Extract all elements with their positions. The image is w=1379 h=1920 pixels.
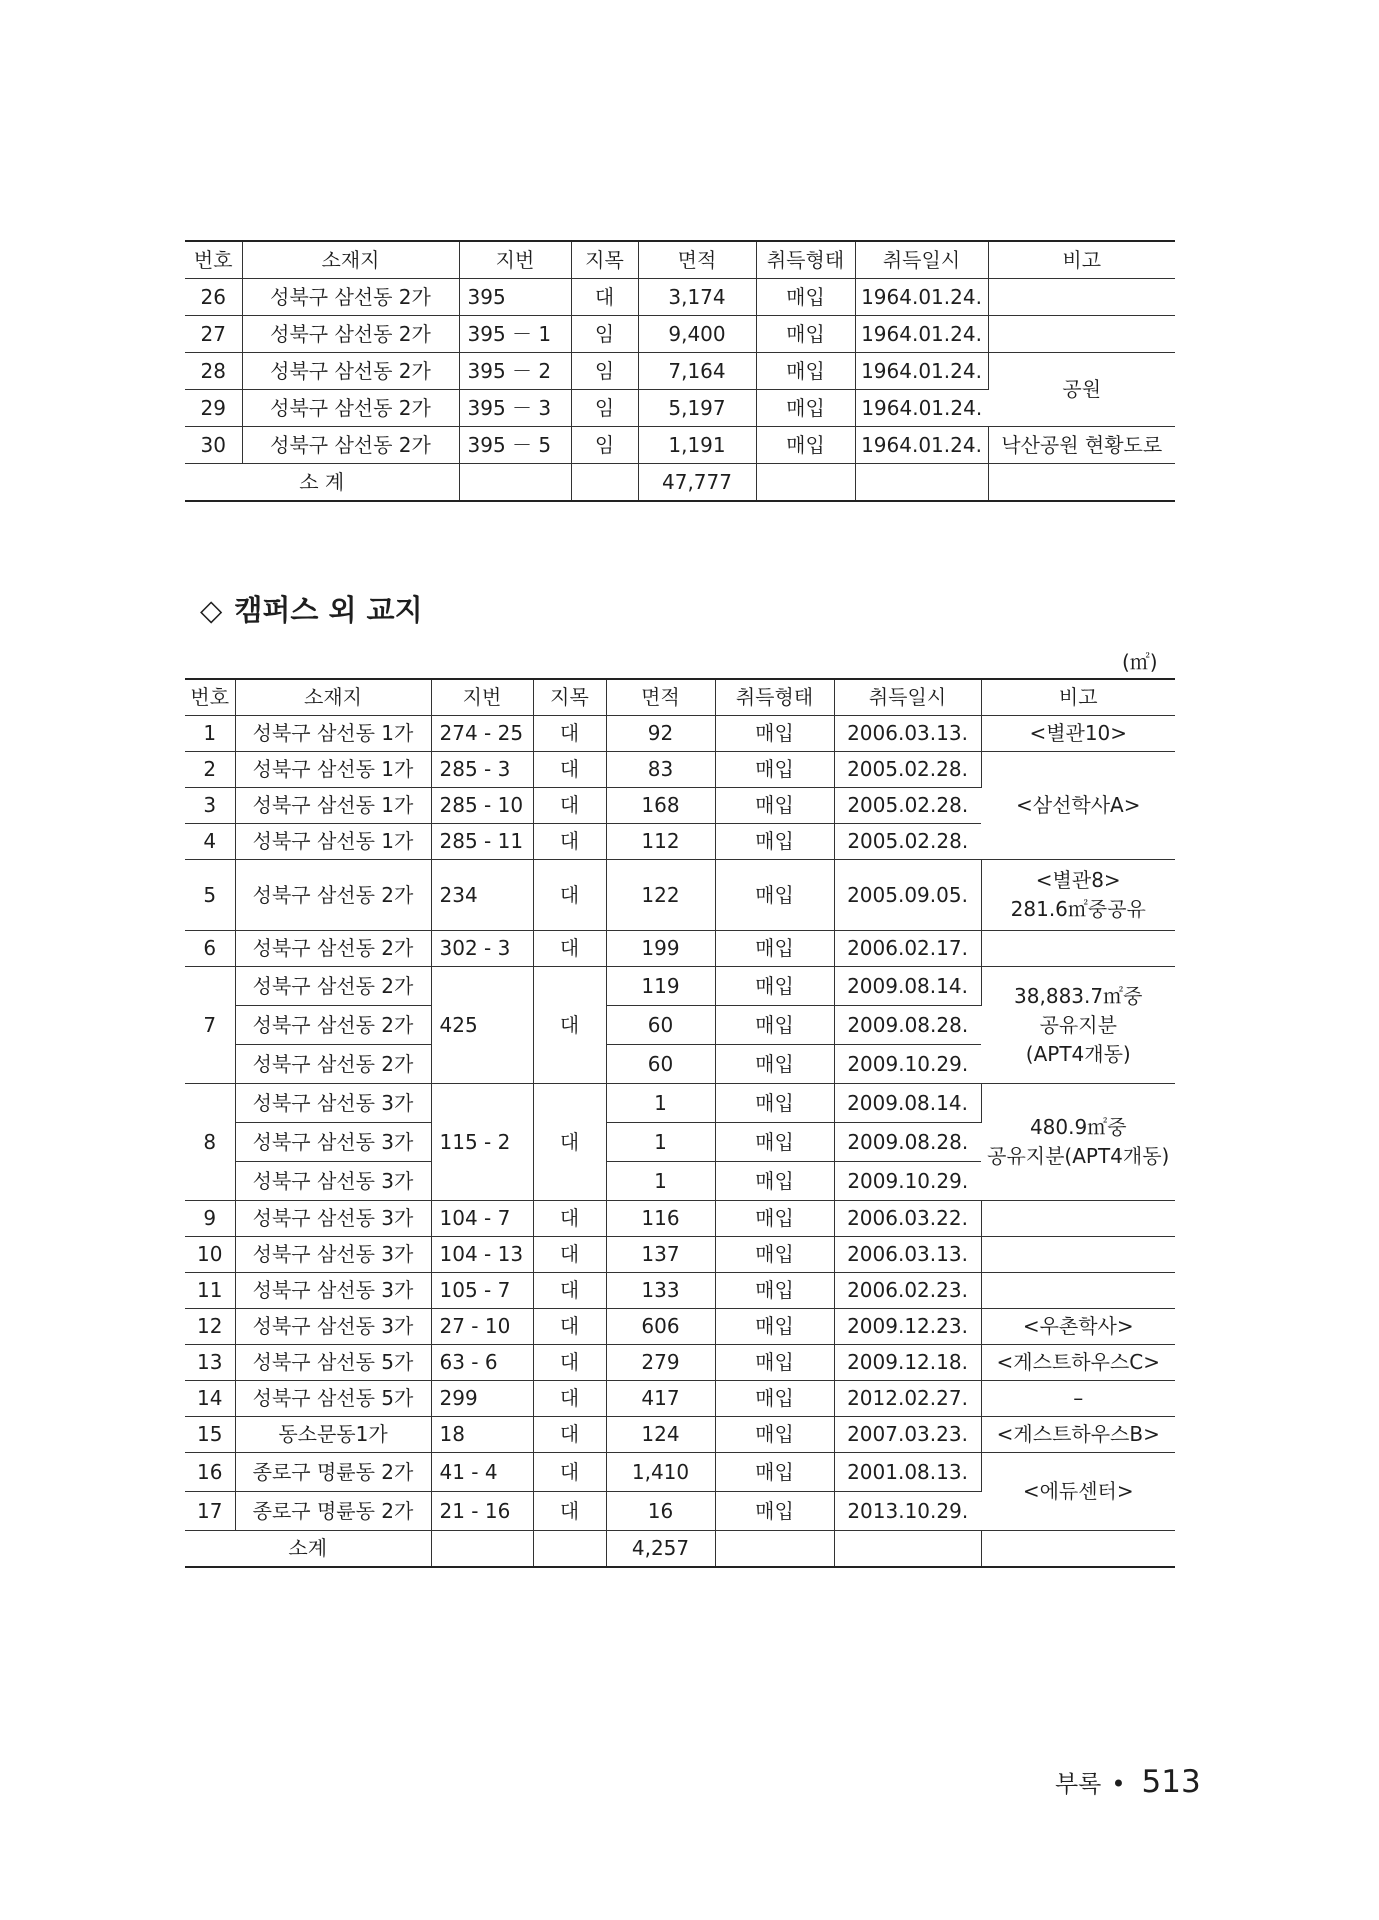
area-cell: 60 <box>606 1045 715 1084</box>
lot-number-cell: 104 - 7 <box>431 1201 533 1237</box>
header-cell: 취득일시 <box>834 679 981 716</box>
area-cell: 168 <box>606 788 715 824</box>
note-line: 공유지분 <box>1039 1012 1117 1037</box>
area-cell: 83 <box>606 752 715 788</box>
area-cell: 9,400 <box>638 316 756 353</box>
acquisition-date-cell: 2009.12.18. <box>834 1345 981 1381</box>
area-cell: 1 <box>606 1162 715 1201</box>
area-cell: 124 <box>606 1417 715 1453</box>
header-cell: 지목 <box>571 241 638 279</box>
land-category-cell: 임 <box>571 390 638 427</box>
unit-label: (㎡) <box>1122 650 1158 674</box>
header-cell: 면적 <box>606 679 715 716</box>
acquisition-type-cell: 매입 <box>715 860 834 931</box>
row-number: 6 <box>185 931 235 967</box>
note-cell <box>981 931 1175 967</box>
empty-cell <box>459 464 571 502</box>
area-cell: 112 <box>606 824 715 860</box>
acquisition-date-cell: 2009.10.29. <box>834 1162 981 1201</box>
location-cell: 성북구 삼선동 2가 <box>242 316 459 353</box>
row-number: 3 <box>185 788 235 824</box>
acquisition-type-cell: 매입 <box>756 316 855 353</box>
table-row <box>185 1345 1175 1381</box>
table-row <box>185 1417 1175 1453</box>
location-cell: 성북구 삼선동 3가 <box>235 1123 431 1162</box>
lot-number-cell: 285 - 11 <box>431 824 533 860</box>
empty-cell <box>855 464 988 502</box>
subtotal-label: 소 계 <box>185 464 459 502</box>
row-number: 8 <box>185 1084 235 1201</box>
row-number: 5 <box>185 860 235 931</box>
note-cell: 공원 <box>988 353 1175 427</box>
acquisition-date-cell: 2009.08.14. <box>834 1084 981 1123</box>
subtotal-row <box>185 464 1175 502</box>
location-cell: 성북구 삼선동 1가 <box>235 788 431 824</box>
location-cell: 성북구 삼선동 5가 <box>235 1345 431 1381</box>
location-cell: 성북구 삼선동 3가 <box>235 1201 431 1237</box>
land-category-cell: 임 <box>571 427 638 464</box>
acquisition-date-cell: 2013.10.29. <box>834 1492 981 1531</box>
acquisition-type-cell: 매입 <box>715 1273 834 1309</box>
acquisition-type-cell: 매입 <box>715 1123 834 1162</box>
table-row <box>185 316 1175 353</box>
land-category-cell: 임 <box>571 316 638 353</box>
acquisition-type-cell: 매입 <box>715 788 834 824</box>
row-number: 4 <box>185 824 235 860</box>
lot-number-cell: 105 - 7 <box>431 1273 533 1309</box>
land-category-cell: 대 <box>533 1453 606 1492</box>
area-cell: 3,174 <box>638 279 756 316</box>
lot-number-cell: 285 - 10 <box>431 788 533 824</box>
location-cell: 성북구 삼선동 2가 <box>235 860 431 931</box>
header-cell: 번호 <box>185 241 242 279</box>
header-cell: 비고 <box>981 679 1175 716</box>
location-cell: 성북구 삼선동 3가 <box>235 1309 431 1345</box>
header-cell: 소재지 <box>242 241 459 279</box>
acquisition-type-cell: 매입 <box>715 716 834 752</box>
row-number: 11 <box>185 1273 235 1309</box>
land-category-cell: 대 <box>533 752 606 788</box>
location-cell: 성북구 삼선동 2가 <box>242 427 459 464</box>
row-number: 17 <box>185 1492 235 1531</box>
note-line: 480.9㎡중 <box>1029 1115 1127 1139</box>
location-cell: 성북구 삼선동 2가 <box>242 279 459 316</box>
land-category-cell: 대 <box>533 860 606 931</box>
area-cell: 1 <box>606 1084 715 1123</box>
land-category-cell: 대 <box>533 1201 606 1237</box>
acquisition-type-cell: 매입 <box>715 1045 834 1084</box>
diamond-icon: ◇ <box>200 593 223 627</box>
location-cell: 성북구 삼선동 2가 <box>235 931 431 967</box>
subtotal-row <box>185 1531 1175 1568</box>
acquisition-date-cell: 2012.02.27. <box>834 1381 981 1417</box>
lot-number-cell: 395 <box>459 279 571 316</box>
acquisition-date-cell: 1964.01.24. <box>855 316 988 353</box>
area-cell: 7,164 <box>638 353 756 390</box>
land-category-cell: 대 <box>533 967 606 1084</box>
table-row <box>185 427 1175 464</box>
land-category-cell: 대 <box>533 1237 606 1273</box>
empty-cell <box>571 464 638 502</box>
lot-number-cell: 285 - 3 <box>431 752 533 788</box>
location-cell: 동소문동1가 <box>235 1417 431 1453</box>
row-number: 7 <box>185 967 235 1084</box>
table-row <box>185 1381 1175 1417</box>
acquisition-date-cell: 2006.02.23. <box>834 1273 981 1309</box>
acquisition-date-cell: 2005.09.05. <box>834 860 981 931</box>
lot-number-cell: 395 － 3 <box>459 390 571 427</box>
table-row <box>185 716 1175 752</box>
acquisition-type-cell: 매입 <box>715 967 834 1006</box>
location-cell: 성북구 삼선동 2가 <box>242 353 459 390</box>
area-cell: 133 <box>606 1273 715 1309</box>
acquisition-type-cell: 매입 <box>715 1006 834 1045</box>
note-cell: 낙산공원 현황도로 <box>988 427 1175 464</box>
lot-number-cell: 104 - 13 <box>431 1237 533 1273</box>
header-cell: 취득형태 <box>715 679 834 716</box>
header-cell: 지번 <box>431 679 533 716</box>
table-row <box>185 353 1175 390</box>
acquisition-type-cell: 매입 <box>715 1237 834 1273</box>
table-row <box>185 279 1175 316</box>
header-cell: 소재지 <box>235 679 431 716</box>
acquisition-type-cell: 매입 <box>715 931 834 967</box>
row-number: 15 <box>185 1417 235 1453</box>
subtotal-label: 소계 <box>185 1531 431 1568</box>
empty-cell <box>981 1531 1175 1568</box>
acquisition-type-cell: 매입 <box>715 1453 834 1492</box>
land-category-cell: 대 <box>533 931 606 967</box>
acquisition-type-cell: 매입 <box>715 1345 834 1381</box>
acquisition-date-cell: 2006.03.13. <box>834 716 981 752</box>
acquisition-date-cell: 1964.01.24. <box>855 390 988 427</box>
footer-label: 부록 <box>1055 1770 1102 1798</box>
acquisition-date-cell: 2006.03.22. <box>834 1201 981 1237</box>
note-cell: <우촌학사> <box>981 1309 1175 1345</box>
note-line: <별관8> <box>1035 868 1121 892</box>
note-cell: <게스트하우스B> <box>981 1417 1175 1453</box>
acquisition-date-cell: 2005.02.28. <box>834 752 981 788</box>
area-cell: 16 <box>606 1492 715 1531</box>
land-category-cell: 대 <box>571 279 638 316</box>
table-row <box>185 752 1175 788</box>
location-cell: 성북구 삼선동 1가 <box>235 716 431 752</box>
acquisition-type-cell: 매입 <box>715 1381 834 1417</box>
area-cell: 122 <box>606 860 715 931</box>
land-category-cell: 대 <box>533 1345 606 1381</box>
lot-number-cell: 395 － 1 <box>459 316 571 353</box>
header-cell: 지목 <box>533 679 606 716</box>
acquisition-type-cell: 매입 <box>715 752 834 788</box>
location-cell: 성북구 삼선동 2가 <box>235 967 431 1006</box>
land-table-2 <box>185 678 1175 1568</box>
empty-cell <box>756 464 855 502</box>
header-cell: 취득형태 <box>756 241 855 279</box>
acquisition-type-cell: 매입 <box>756 353 855 390</box>
empty-cell <box>533 1531 606 1568</box>
lot-number-cell: 115 - 2 <box>431 1084 533 1201</box>
header-cell: 번호 <box>185 679 235 716</box>
lot-number-cell: 425 <box>431 967 533 1084</box>
area-cell: 1 <box>606 1123 715 1162</box>
acquisition-date-cell: 1964.01.24. <box>855 279 988 316</box>
note-cell: <게스트하우스C> <box>981 1345 1175 1381</box>
table-row <box>185 1084 1175 1123</box>
lot-number-cell: 395 － 2 <box>459 353 571 390</box>
lot-number-cell: 234 <box>431 860 533 931</box>
note-cell <box>981 860 1175 931</box>
page-number: 513 <box>1141 1764 1201 1800</box>
lot-number-cell: 21 - 16 <box>431 1492 533 1531</box>
location-cell: 종로구 명륜동 2가 <box>235 1453 431 1492</box>
note-cell: <별관10> <box>981 716 1175 752</box>
location-cell: 성북구 삼선동 1가 <box>235 824 431 860</box>
table-row <box>185 967 1175 1006</box>
location-cell: 성북구 삼선동 3가 <box>235 1162 431 1201</box>
section-title-text: 캠퍼스 외 교지 <box>234 593 423 627</box>
note-line: (APT4개동) <box>1025 1041 1131 1066</box>
acquisition-date-cell: 2006.02.17. <box>834 931 981 967</box>
area-cell: 606 <box>606 1309 715 1345</box>
note-cell <box>988 316 1175 353</box>
land-category-cell: 대 <box>533 1381 606 1417</box>
page-footer <box>1055 1764 1201 1800</box>
area-cell: 137 <box>606 1237 715 1273</box>
location-cell: 성북구 삼선동 3가 <box>235 1084 431 1123</box>
header-cell: 취득일시 <box>855 241 988 279</box>
note-cell <box>988 279 1175 316</box>
table-row <box>185 1237 1175 1273</box>
empty-cell <box>834 1531 981 1568</box>
bullet-icon: • <box>1111 1770 1126 1798</box>
empty-cell <box>988 464 1175 502</box>
row-number: 2 <box>185 752 235 788</box>
table-row <box>185 1309 1175 1345</box>
area-cell: 116 <box>606 1201 715 1237</box>
subtotal-area: 4,257 <box>606 1531 715 1568</box>
acquisition-type-cell: 매입 <box>715 1417 834 1453</box>
row-number: 10 <box>185 1237 235 1273</box>
lot-number-cell: 18 <box>431 1417 533 1453</box>
acquisition-type-cell: 매입 <box>756 427 855 464</box>
header-cell: 지번 <box>459 241 571 279</box>
acquisition-date-cell: 1964.01.24. <box>855 353 988 390</box>
land-category-cell: 대 <box>533 1492 606 1531</box>
note-cell <box>981 967 1175 1084</box>
acquisition-date-cell: 2009.08.28. <box>834 1006 981 1045</box>
acquisition-date-cell: 2006.03.13. <box>834 1237 981 1273</box>
table-row <box>185 1201 1175 1237</box>
header-cell: 비고 <box>988 241 1175 279</box>
note-cell <box>981 1201 1175 1237</box>
area-cell: 1,410 <box>606 1453 715 1492</box>
row-number: 12 <box>185 1309 235 1345</box>
land-category-cell: 대 <box>533 716 606 752</box>
land-category-cell: 대 <box>533 788 606 824</box>
land-category-cell: 임 <box>571 353 638 390</box>
area-cell: 417 <box>606 1381 715 1417</box>
row-number: 26 <box>185 279 242 316</box>
table-row <box>185 1453 1175 1492</box>
acquisition-date-cell: 2009.08.28. <box>834 1123 981 1162</box>
row-number: 13 <box>185 1345 235 1381</box>
acquisition-date-cell: 2005.02.28. <box>834 788 981 824</box>
lot-number-cell: 41 - 4 <box>431 1453 533 1492</box>
lot-number-cell: 27 - 10 <box>431 1309 533 1345</box>
acquisition-date-cell: 2005.02.28. <box>834 824 981 860</box>
row-number: 1 <box>185 716 235 752</box>
location-cell: 성북구 삼선동 2가 <box>235 1006 431 1045</box>
row-number: 16 <box>185 1453 235 1492</box>
empty-cell <box>431 1531 533 1568</box>
lot-number-cell: 274 - 25 <box>431 716 533 752</box>
area-cell: 5,197 <box>638 390 756 427</box>
location-cell: 성북구 삼선동 1가 <box>235 752 431 788</box>
section-title <box>200 588 423 629</box>
area-cell: 92 <box>606 716 715 752</box>
note-line: 공유지분(APT4개동) <box>987 1144 1170 1168</box>
land-category-cell: 대 <box>533 1309 606 1345</box>
table-header-row <box>185 679 1175 716</box>
location-cell: 성북구 삼선동 3가 <box>235 1237 431 1273</box>
note-cell <box>981 1237 1175 1273</box>
land-category-cell: 대 <box>533 1084 606 1201</box>
area-cell: 119 <box>606 967 715 1006</box>
empty-cell <box>715 1531 834 1568</box>
location-cell: 성북구 삼선동 5가 <box>235 1381 431 1417</box>
land-category-cell: 대 <box>533 1273 606 1309</box>
land-table-1 <box>185 240 1175 502</box>
lot-number-cell: 302 - 3 <box>431 931 533 967</box>
acquisition-date-cell: 1964.01.24. <box>855 427 988 464</box>
table-row <box>185 1273 1175 1309</box>
row-number: 14 <box>185 1381 235 1417</box>
subtotal-area: 47,777 <box>638 464 756 502</box>
row-number: 27 <box>185 316 242 353</box>
lot-number-cell: 395 － 5 <box>459 427 571 464</box>
location-cell: 성북구 삼선동 2가 <box>242 390 459 427</box>
table-row <box>185 931 1175 967</box>
area-cell: 199 <box>606 931 715 967</box>
table-row <box>185 860 1175 931</box>
note-cell: <삼선학사A> <box>981 752 1175 860</box>
acquisition-date-cell: 2009.12.23. <box>834 1309 981 1345</box>
note-line: 281.6㎡중공유 <box>1010 897 1146 921</box>
note-cell: – <box>981 1381 1175 1417</box>
acquisition-date-cell: 2001.08.13. <box>834 1453 981 1492</box>
area-cell: 60 <box>606 1006 715 1045</box>
row-number: 29 <box>185 390 242 427</box>
row-number: 28 <box>185 353 242 390</box>
row-number: 9 <box>185 1201 235 1237</box>
acquisition-date-cell: 2009.08.14. <box>834 967 981 1006</box>
location-cell: 종로구 명륜동 2가 <box>235 1492 431 1531</box>
location-cell: 성북구 삼선동 3가 <box>235 1273 431 1309</box>
acquisition-date-cell: 2009.10.29. <box>834 1045 981 1084</box>
acquisition-date-cell: 2007.03.23. <box>834 1417 981 1453</box>
note-cell <box>981 1084 1175 1201</box>
land-category-cell: 대 <box>533 824 606 860</box>
acquisition-type-cell: 매입 <box>715 824 834 860</box>
header-cell: 면적 <box>638 241 756 279</box>
acquisition-type-cell: 매입 <box>715 1162 834 1201</box>
table-header-row <box>185 241 1175 279</box>
location-cell: 성북구 삼선동 2가 <box>235 1045 431 1084</box>
lot-number-cell: 63 - 6 <box>431 1345 533 1381</box>
acquisition-type-cell: 매입 <box>756 390 855 427</box>
acquisition-type-cell: 매입 <box>715 1084 834 1123</box>
acquisition-type-cell: 매입 <box>756 279 855 316</box>
row-number: 30 <box>185 427 242 464</box>
note-line: 38,883.7㎡중 <box>1014 983 1143 1008</box>
area-cell: 1,191 <box>638 427 756 464</box>
note-cell <box>981 1273 1175 1309</box>
acquisition-type-cell: 매입 <box>715 1201 834 1237</box>
land-category-cell: 대 <box>533 1417 606 1453</box>
lot-number-cell: 299 <box>431 1381 533 1417</box>
note-cell: <에듀센터> <box>981 1453 1175 1531</box>
area-cell: 279 <box>606 1345 715 1381</box>
acquisition-type-cell: 매입 <box>715 1492 834 1531</box>
acquisition-type-cell: 매입 <box>715 1309 834 1345</box>
